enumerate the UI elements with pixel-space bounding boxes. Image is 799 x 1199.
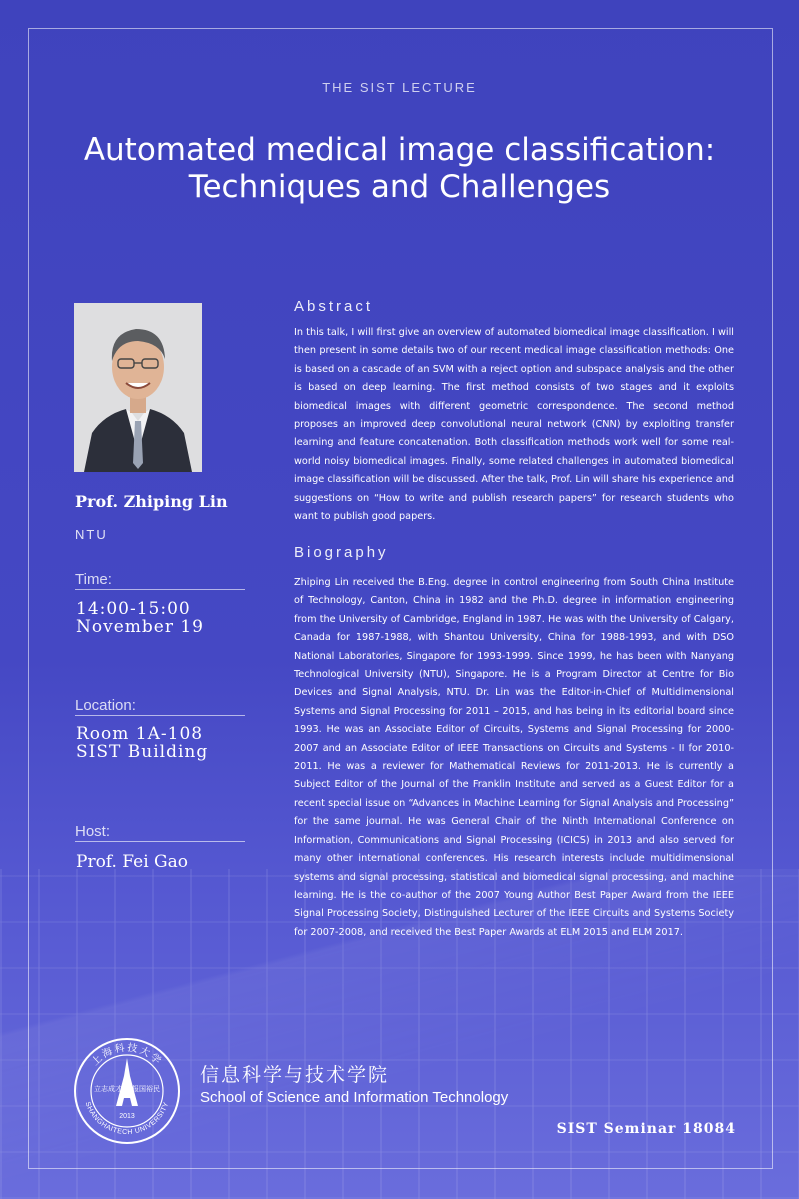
room: Room 1A-108 [76,724,204,744]
lecture-series: THE SIST LECTURE [322,80,477,95]
abstract-text: In this talk, I will first give an overview of automated biomedical image classification. I will then present in some details two of our recent medical image classification methods: One is based on a cascade of an SVM with a reject option and subspace analysis and the other is based on deep learning. The first method consists of two stages and it exploits biomedical images with different geometric correspondence. The second method proposes an improved deep convolutional neural network (CNN) by exploiting transfer learning and feature concatenation. Both classification methods work well for some real-world noisy biomedical images. Finally, some related challenges in automated biomedical image classification will be discussed. After the talk, Prof. Lin will share his experience and suggestions on “How to write and publish research papers” for research students who want to publish good papers. [294,327,734,523]
university-seal [72,1036,182,1146]
title-line-1: Automated medical image classification: [83,132,716,168]
time-range: 14:00-15:00 [76,599,191,619]
location-label: Location: [75,697,245,716]
seal-bottom-text: SHANGHAITECH UNIVERSITY [83,1101,171,1137]
speaker-name: Prof. Zhiping Lin [75,492,228,511]
building: SIST Building [76,742,209,762]
time-value [76,600,266,636]
abstract-heading: Abstract [294,298,374,315]
biography-heading: Biography [294,544,389,561]
seal-top-text: 上海科技大学 [89,1042,165,1069]
lecture-title [40,132,759,206]
speaker-affiliation: NTU [75,527,108,542]
seal-motto-left: 立志成才 [94,1085,122,1093]
speaker-photo [74,303,202,472]
school-name-chinese: 信息科学与技术学院 [200,1065,390,1086]
speaker-portrait [74,303,202,472]
time-label: Time: [75,571,245,590]
title-line-2: Techniques and Challenges [188,169,611,205]
seal-year: 2013 [119,1113,135,1120]
host-name: Prof. Fei Gao [76,852,189,872]
location-value [76,725,266,761]
host-label: Host: [75,823,245,842]
date: November 19 [76,617,204,637]
biography-text: Zhiping Lin received the B.Eng. degree in control engineering from South China Institute of Technology, Canton, China in 1982 and the Ph.D. degree in information engineering from the University of Cambridge, England in 1987. He was with the University of Calgary, Canada for 1987-1988, with Shantou University, China for 1988-1993, and with DSO National Laboratories, Singapore for 1993-1999. Since 1999, he has been with Nanyang Technological University (NTU), Singapore. He is a Program Director at Centre for Bio Devices and Signal Analysis, NTU. Dr. Lin was the Editor-in-Chief of Multidimensional Systems and Signal Processing for 2011 – 2015, and has being in its editorial board since 1993. He was an Associate Editor of Circuits, Systems and Signal Processing for 2000-2007 and an Associate Editor of IEEE Transactions on Circuits and Systems - II for 2010-2011. He was a reviewer for Mathematical Reviews for 2011-2013. He is currently a Subject Editor of the Journal of the Franklin Institute and served as a Guest Editor for a recent special issue on “Advances in Machine Learning for Signal Analysis and Processing” for the same journal. He was General Chair of the Ninth International Conference on Information, Communications and Signal Processing (ICICS) in 2013 and also served for many other international conferences. His research interests include multidimensional systems and signal processing, statistical and biomedical signal processing, and machine learning. He is the co-author of the 2007 Young Author Best Paper Award from the IEEE Signal Processing Society, Distinguished Lecturer of the IEEE Circuits and Systems Society for 2007-2008, and received the Best Paper Awards at ELM 2015 and ELM 2017. [294,577,734,938]
seal-emblem [72,1036,182,1146]
school-name-english: School of Science and Information Technology [200,1089,509,1106]
seal-motto-right: 报国裕民 [132,1085,160,1093]
seminar-number: SIST Seminar 18084 [556,1121,736,1137]
